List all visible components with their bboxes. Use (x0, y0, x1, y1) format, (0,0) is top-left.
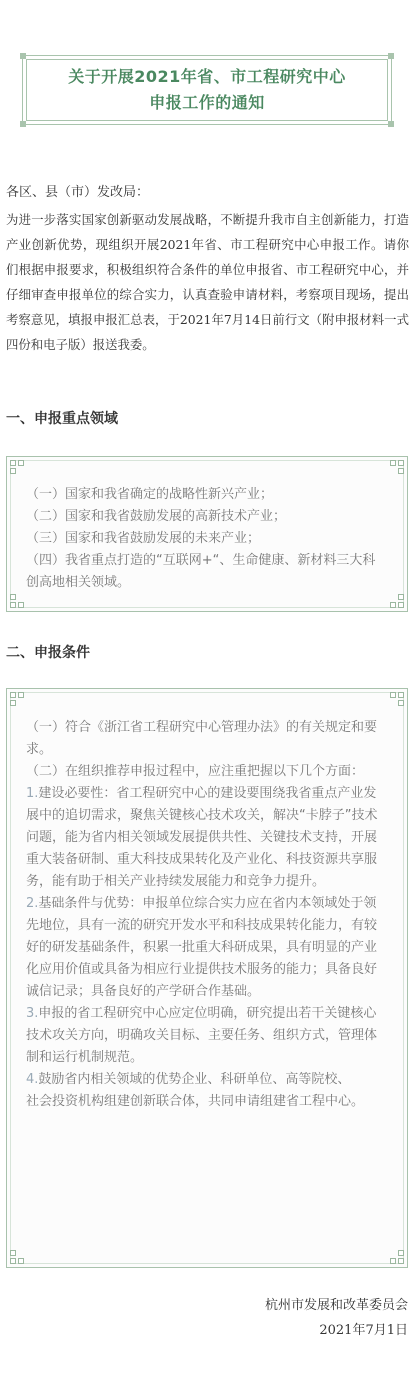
corner-ornament (398, 602, 404, 608)
corner-ornament (390, 602, 396, 608)
focus-areas-box (6, 456, 408, 612)
conditions-box (6, 688, 408, 1268)
condition-number: 3. (26, 1006, 39, 1021)
corner-ornament (388, 53, 394, 59)
focus-area-item: （三）国家和我省鼓励发展的未来产业； (26, 531, 261, 546)
condition-item: 1.建设必要性：省工程研究中心的建设要围绕我省重点产业发展中的追切需求，聚焦关键核心技术攻关，解决“卡脖子”技术问题，能为省内相关领域发展提供共性、关键技术支持，开展重大装备研制、重大科技成果转化及产业化、科技资源共享服务，能有助于相关产业持续发展能力和竞争力提升。 (26, 786, 378, 889)
corner-ornament (10, 594, 16, 600)
condition-item: （二）在组织推荐申报过程中，应注重把握以下几个方面： (26, 764, 365, 779)
signature-date: 2021年7月1日 (319, 1323, 408, 1338)
condition-item: 4.鼓励省内相关领域的优势企业、科研单位、高等院校、 (26, 1072, 351, 1087)
signature-organization: 杭州市发展和改革委员会 (264, 1298, 408, 1313)
title-line-2: 申报工作的通知 (149, 93, 265, 112)
corner-ornament (18, 602, 24, 608)
corner-ornament (10, 602, 16, 608)
corner-ornament (10, 1258, 16, 1264)
condition-item: 3.申报的省工程研究中心应定位明确，研究提出若干关键核心技术攻关方向，明确攻关目标、主要任务、组织方式，管理体制和运行机制规范。 (26, 1006, 378, 1065)
corner-ornament (20, 53, 26, 59)
condition-item: 2.基础条件与优势：申报单位综合实力应在省内本领域处于领先地位，具有一流的研究开发水平和科技成果转化能力，有较好的研发基础条件，积累一批重大科研成果，具有明显的产业化应用价值或具备为相应行业提供技术服务的能力；具备良好诚信记录；具备良好的产学研合作基础。 (26, 896, 378, 999)
corner-ornament (20, 121, 26, 127)
focus-area-item: （二）国家和我省鼓励发展的高新技术产业； (26, 509, 287, 524)
focus-area-item: （一）国家和我省确定的战略性新兴产业； (26, 487, 274, 502)
condition-item: （一）符合《浙江省工程研究中心管理办法》的有关规定和要求。 (26, 720, 378, 757)
focus-area-item: （四）我省重点打造的“互联网+“、生命健康、新材料三大科创高地相关领域。 (26, 553, 376, 590)
section-1-heading: 一、申报重点领域 (6, 411, 118, 427)
addressee: 各区、县（市）发改局： (6, 185, 150, 200)
intro-paragraph: 为进一步落实国家创新驱动发展战略，不断提升我市自主创新能力，打造产业创新优势，现组织开展2021年省、市工程研究中心申报工作。请你们根据申报要求，积极组织符合条件的单位申报省、市工程研究中心，并仔细审查申报单位的综合实力，认真查验申请材料，考察项目现场，提出考察意见，填报申报汇总表，于2021年7月14日前行文（附申报材料一式四份和电子版）报送我委。 (6, 212, 409, 352)
condition-number: 1. (26, 786, 39, 801)
corner-ornament (18, 1258, 24, 1264)
corner-ornament (388, 121, 394, 127)
notice-title-box (22, 55, 392, 125)
section-2-heading: 二、申报条件 (6, 645, 90, 661)
corner-ornament (10, 1250, 16, 1256)
corner-ornament (390, 1258, 396, 1264)
corner-ornament (398, 594, 404, 600)
condition-item: 社会投资机构组建创新联合体，共同申请组建省工程中心。 (26, 1094, 365, 1109)
condition-number: 2. (26, 896, 39, 911)
condition-number: 4. (26, 1072, 39, 1087)
title-line-1: 关于开展2021年省、市工程研究中心 (68, 67, 346, 86)
corner-ornament (398, 1250, 404, 1256)
corner-ornament (398, 1258, 404, 1264)
